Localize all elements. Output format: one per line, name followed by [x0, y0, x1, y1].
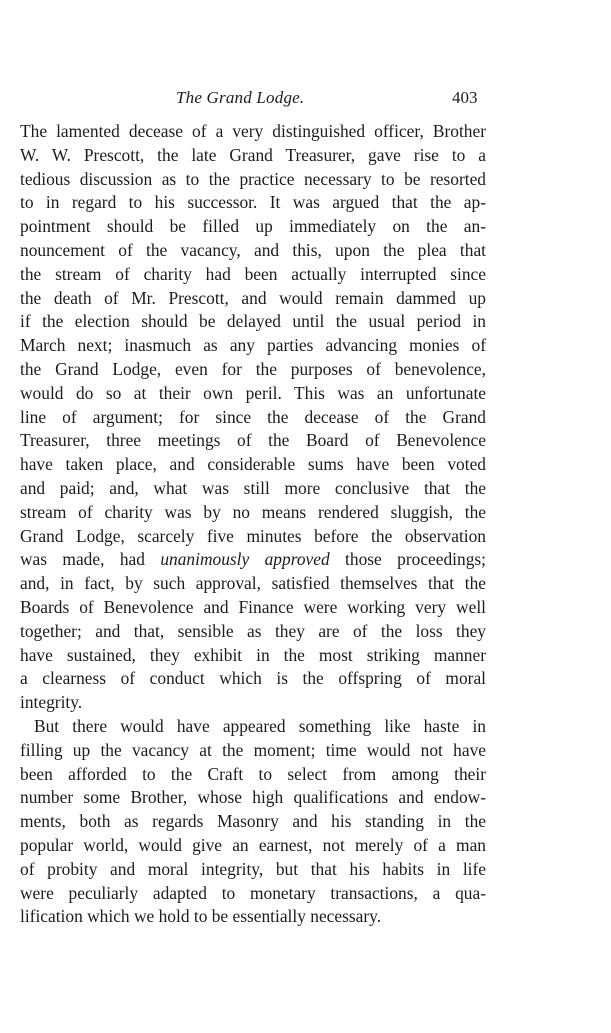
text-line [20, 644, 486, 668]
text-line [20, 548, 486, 572]
text-line [20, 144, 486, 168]
text-line [20, 382, 486, 406]
text-run: pointment should be filled up immediately on the an- [20, 216, 486, 237]
text-line [20, 501, 486, 525]
running-title: The Grand Lodge. [176, 88, 305, 107]
text-line [20, 763, 486, 787]
text-run: was made, had [20, 549, 161, 570]
text-run: But there would have appeared something like haste in [34, 715, 486, 736]
text-line [20, 287, 486, 311]
text-line [20, 477, 486, 501]
text-line [20, 572, 486, 596]
text-line [20, 786, 486, 810]
text-run: ments, both as regards Masonry and his standing in the [20, 811, 486, 832]
text-line [20, 691, 486, 715]
text-run: were peculiarly adapted to monetary transactions, a qua- [20, 882, 486, 903]
text-run: been afforded to the Craft to select from among their [20, 763, 486, 784]
text-run: the Grand Lodge, even for the purposes of benevolence, [20, 358, 486, 379]
text-run: of probity and moral integrity, but that his habits in life [20, 858, 486, 879]
text-run: tedious discussion as to the practice necessary to be resorted [20, 168, 486, 189]
running-head [0, 88, 611, 112]
text-run: have taken place, and considerable sums have been voted [20, 454, 486, 475]
text-run: a clearness of conduct which is the offspring of moral [20, 668, 486, 689]
text-run: The lamented decease of a very distinguished officer, Brother [20, 121, 486, 141]
text-run: stream of charity was by no means rendered sluggish, the [20, 501, 486, 522]
text-line [20, 406, 486, 430]
text-run: integrity. [20, 692, 83, 713]
text-run: together; and that, sensible as they are of the loss they [20, 620, 486, 641]
text-line [20, 168, 486, 192]
text-line [20, 429, 486, 453]
italic-text: unanimously approved [160, 549, 330, 570]
text-run: number some Brother, whose high qualifications and endow- [20, 787, 486, 808]
text-line [20, 810, 486, 834]
text-run: W. W. Prescott, the late Grand Treasurer, gave rise to a [20, 144, 486, 165]
text-line [20, 620, 486, 644]
text-line [20, 525, 486, 549]
text-run: lification which we hold to be essentially necessary. [20, 906, 382, 927]
text-run: to in regard to his successor. It was argued that the ap- [20, 192, 486, 213]
text-run: filling up the vacancy at the moment; time would not have [20, 739, 486, 760]
text-line [20, 310, 486, 334]
text-line [20, 215, 486, 239]
body-text [20, 120, 486, 929]
text-line [20, 715, 486, 739]
text-run: Boards of Benevolence and Finance were working very well [20, 596, 486, 617]
text-line [20, 263, 486, 287]
text-line [20, 358, 486, 382]
text-run: popular world, would give an earnest, not merely of a man [20, 834, 486, 855]
text-line [20, 858, 486, 882]
text-line [20, 834, 486, 858]
text-run: have sustained, they exhibit in the most striking manner [20, 644, 486, 665]
text-line [20, 120, 486, 144]
text-line [20, 239, 486, 263]
text-run: Treasurer, three meetings of the Board of Benevolence [20, 430, 486, 451]
text-line [20, 596, 486, 620]
text-run: the stream of charity had been actually interrupted since [20, 263, 486, 284]
text-line [20, 905, 486, 929]
text-line [20, 453, 486, 477]
text-run: nouncement of the vacancy, and this, upon the plea that [20, 239, 486, 260]
paragraph [20, 120, 486, 715]
text-run: and paid; and, what was still more conclusive that the [20, 477, 486, 498]
text-run: would do so at their own peril. This was an unfortunate [20, 382, 486, 403]
text-line [20, 334, 486, 358]
text-run: and, in fact, by such approval, satisfied themselves that the [20, 573, 486, 594]
text-line [20, 667, 486, 691]
text-line [20, 191, 486, 215]
text-line [20, 739, 486, 763]
text-run: Grand Lodge, scarcely five minutes before the observation [20, 525, 486, 546]
text-run: the death of Mr. Prescott, and would remain dammed up [20, 287, 486, 308]
page-number: 403 [452, 88, 478, 107]
text-line [20, 882, 486, 906]
text-run: March next; inasmuch as any parties advancing monies of [20, 335, 486, 356]
text-run: those proceedings; [329, 549, 486, 570]
text-run: if the election should be delayed until the usual period in [20, 311, 486, 332]
paragraph [20, 715, 486, 929]
text-run: line of argument; for since the decease of the Grand [20, 406, 486, 427]
